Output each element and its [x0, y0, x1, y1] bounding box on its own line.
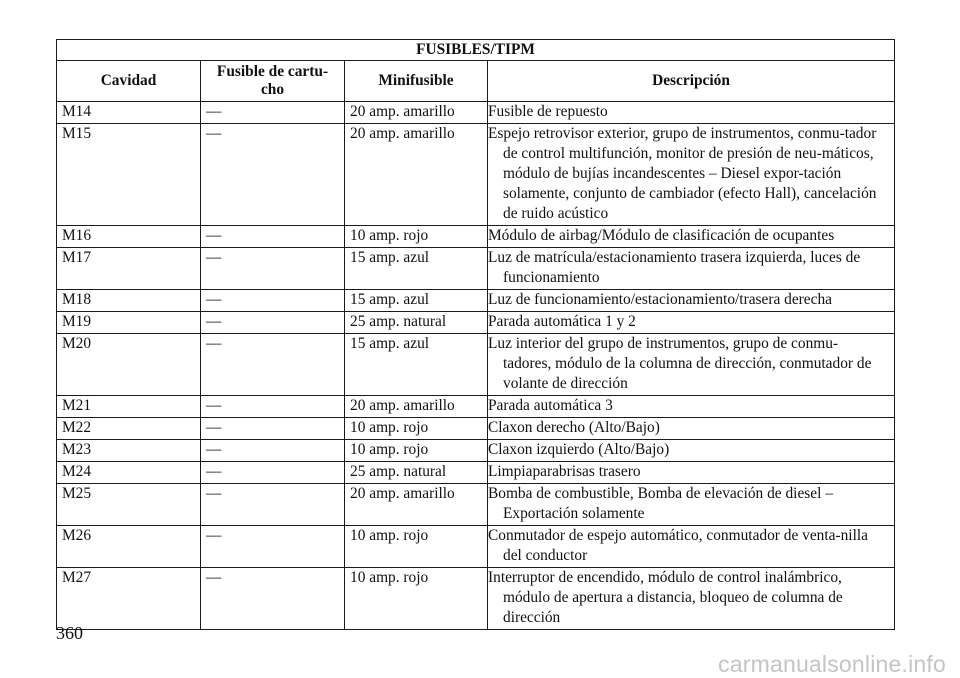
cell-cavity: M23 [57, 440, 201, 462]
table-row [57, 440, 895, 462]
description-text: Bomba de combustible, Bomba de elevación de diesel – Exportación solamente [488, 485, 833, 522]
table-row [57, 484, 895, 526]
cell-cavity: M18 [57, 290, 201, 312]
cell-description [488, 124, 895, 226]
cell-cavity: M20 [57, 334, 201, 396]
cell-description [488, 568, 895, 630]
table-title: FUSIBLES/TIPM [57, 40, 895, 61]
table-row [57, 568, 895, 630]
cell-cavity: M14 [57, 102, 201, 124]
table-row [57, 418, 895, 440]
cell-cartridge-fuse: — [201, 226, 345, 248]
table-row [57, 124, 895, 226]
cell-cavity: M19 [57, 312, 201, 334]
table-body [57, 102, 895, 630]
cell-minifuse: 10 amp. rojo [345, 226, 488, 248]
cell-cartridge-fuse: — [201, 568, 345, 630]
fuse-table [56, 39, 895, 630]
cell-cartridge-fuse: — [201, 526, 345, 568]
table-row [57, 248, 895, 290]
column-header-minifuse: Minifusible [345, 61, 488, 102]
description-text: Parada automática 1 y 2 [488, 313, 636, 330]
cell-minifuse: 20 amp. amarillo [345, 102, 488, 124]
cell-minifuse: 25 amp. natural [345, 312, 488, 334]
cell-description [488, 312, 895, 334]
description-text: Luz interior del grupo de instrumentos, grupo de conmu-tadores, módulo de la columna de dirección, conmutador de volante de dirección [488, 335, 872, 392]
cell-cavity: M21 [57, 396, 201, 418]
table-row [57, 334, 895, 396]
cell-cartridge-fuse: — [201, 334, 345, 396]
cell-cartridge-fuse: — [201, 102, 345, 124]
cell-description [488, 226, 895, 248]
table-row [57, 462, 895, 484]
description-text: Luz de funcionamiento/estacionamiento/trasera derecha [488, 291, 832, 308]
cell-minifuse: 15 amp. azul [345, 248, 488, 290]
page-number: 360 [56, 623, 83, 643]
cell-cartridge-fuse: — [201, 440, 345, 462]
table-row [57, 226, 895, 248]
cell-cavity: M16 [57, 226, 201, 248]
description-text: Conmutador de espejo automático, conmutador de venta-nilla del conductor [488, 527, 868, 564]
cell-cavity: M25 [57, 484, 201, 526]
watermark-logo-text: carmanualsonline.info [718, 651, 946, 677]
description-text: Parada automática 3 [488, 397, 613, 414]
cell-description [488, 396, 895, 418]
cell-minifuse: 10 amp. rojo [345, 440, 488, 462]
table-row [57, 312, 895, 334]
cell-cartridge-fuse: — [201, 396, 345, 418]
description-text: Claxon izquierdo (Alto/Bajo) [488, 441, 670, 458]
cell-cavity: M15 [57, 124, 201, 226]
cell-description [488, 526, 895, 568]
cell-description [488, 440, 895, 462]
column-header-cavity: Cavidad [57, 61, 201, 102]
description-text: Claxon derecho (Alto/Bajo) [488, 419, 660, 436]
table-row [57, 290, 895, 312]
cell-description [488, 334, 895, 396]
description-text: Interruptor de encendido, módulo de control inalámbrico, módulo de apertura a distancia, bloqueo de columna de dirección [488, 569, 843, 626]
cell-description [488, 248, 895, 290]
cell-cartridge-fuse: — [201, 290, 345, 312]
cell-minifuse: 10 amp. rojo [345, 418, 488, 440]
cell-cartridge-fuse: — [201, 124, 345, 226]
column-header-cartridge-fuse: Fusible de cartu-cho [201, 61, 345, 102]
cell-cavity: M27 [57, 568, 201, 630]
cell-minifuse: 20 amp. amarillo [345, 484, 488, 526]
cell-cavity: M22 [57, 418, 201, 440]
cell-cartridge-fuse: — [201, 312, 345, 334]
cell-minifuse: 25 amp. natural [345, 462, 488, 484]
cell-description [488, 102, 895, 124]
table-row [57, 102, 895, 124]
cell-cartridge-fuse: — [201, 418, 345, 440]
cell-cartridge-fuse: — [201, 484, 345, 526]
cell-minifuse: 20 amp. amarillo [345, 124, 488, 226]
cell-cavity: M24 [57, 462, 201, 484]
description-text: Fusible de repuesto [488, 103, 608, 120]
table-row [57, 526, 895, 568]
description-text: Limpiaparabrisas trasero [488, 463, 641, 480]
description-text: Espejo retrovisor exterior, grupo de instrumentos, conmu-tador de control multifunción, monitor de presión de neu-máticos, módulo de bujías incandescentes – Diesel expor-tación solamente, conjunto de cambiador (efecto Hall), cancelación de ruido acústico [488, 125, 877, 222]
description-text: Luz de matrícula/estacionamiento trasera izquierda, luces de funcionamiento [488, 249, 861, 286]
cell-description [488, 418, 895, 440]
cell-minifuse: 20 amp. amarillo [345, 396, 488, 418]
cell-minifuse: 15 amp. azul [345, 290, 488, 312]
cell-minifuse: 15 amp. azul [345, 334, 488, 396]
cell-description [488, 462, 895, 484]
cell-minifuse: 10 amp. rojo [345, 526, 488, 568]
table-row [57, 396, 895, 418]
cell-cartridge-fuse: — [201, 462, 345, 484]
cell-cavity: M17 [57, 248, 201, 290]
column-header-description: Descripción [488, 61, 895, 102]
cell-cavity: M26 [57, 526, 201, 568]
description-text: Módulo de airbag/Módulo de clasificación de ocupantes [488, 227, 835, 244]
cell-description [488, 290, 895, 312]
cell-minifuse: 10 amp. rojo [345, 568, 488, 630]
cell-description [488, 484, 895, 526]
cell-cartridge-fuse: — [201, 248, 345, 290]
